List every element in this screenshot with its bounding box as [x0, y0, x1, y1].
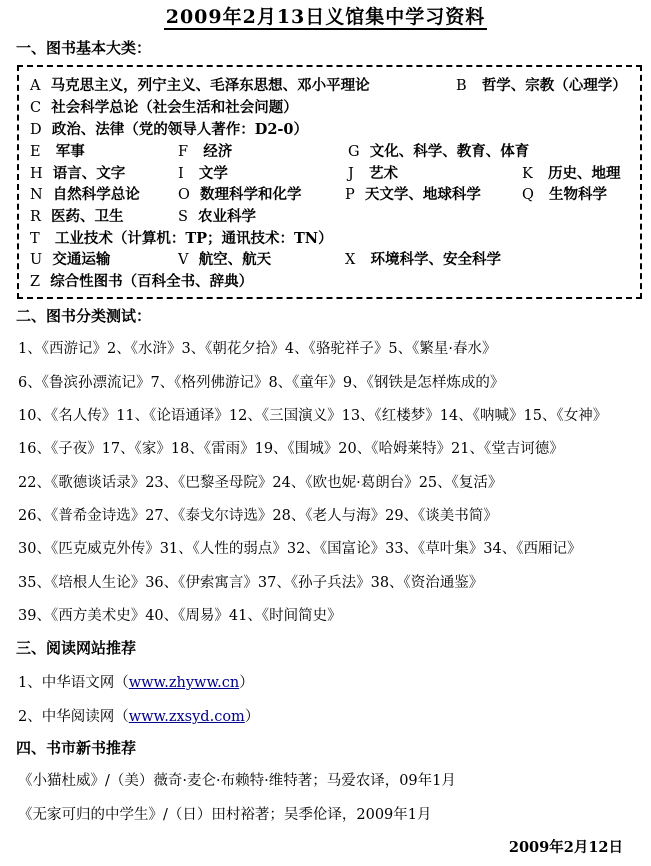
category-F: F 经济 — [178, 143, 233, 160]
site-2: 2、中华阅读网（www.zxsyd.com） — [18, 709, 260, 725]
category-N: N 自然科学总论 — [30, 186, 140, 203]
category-S: S 农业科学 — [178, 208, 257, 225]
category-T: T 工业技术（计算机：TP；通讯技术：TN） — [30, 230, 333, 247]
book-2: 《无家可归的中学生》/（日）田村裕著；吴季伦译，2009年1月 — [18, 807, 432, 823]
section-2-heading: 二、图书分类测试： — [16, 307, 152, 325]
category-R: R 医药、卫生 — [30, 208, 124, 225]
category-C: C 社会科学总论（社会生活和社会问题） — [30, 99, 298, 116]
test-line-7: 30、《匹克威克外传》31、《人性的弱点》32、《国富论》33、《草叶集》34、《西厢记》 — [18, 541, 582, 557]
test-line-5: 22、《歌德谈话录》23、《巴黎圣母院》24、《欧也妮·葛朗台》25、《复活》 — [18, 475, 503, 491]
test-line-6: 26、《普希金诗选》27、《泰戈尔诗选》28、《老人与海》29、《谈美书简》 — [18, 508, 498, 524]
category-I: I 文学 — [178, 165, 228, 182]
test-line-4: 16、《子夜》17、《家》18、《雷雨》19、《围城》20、《哈姆莱特》21、《堂吉诃德》 — [18, 441, 564, 457]
test-line-3: 10、《名人传》11、《论语通译》12、《三国演义》13、《红楼梦》14、《呐喊》15、《女神》 — [18, 408, 608, 424]
category-O: O 数理科学和化学 — [178, 186, 302, 203]
category-Z: Z 综合性图书（百科全书、辞典） — [30, 273, 254, 290]
site-2-link[interactable]: www.zxsyd.com — [128, 709, 245, 725]
category-K: K 历史、地理 — [522, 165, 621, 182]
test-line-9: 39、《西方美术史》40、《周易》41、《时间简史》 — [18, 608, 342, 624]
site-1-link[interactable]: www.zhyww.cn — [128, 675, 240, 691]
test-line-2: 6、《鲁滨孙漂流记》7、《格列佛游记》8、《童年》9、《钢铁是怎样炼成的》 — [18, 375, 505, 391]
category-G: G 文化、科学、教育、体育 — [348, 143, 530, 160]
category-E: E 军事 — [30, 143, 85, 160]
category-H: H 语言、文字 — [30, 165, 126, 182]
category-P: P 天文学、地球科学 — [345, 186, 481, 203]
section-4-heading: 四、书市新书推荐 — [16, 739, 137, 757]
section-3-heading: 三、阅读网站推荐 — [16, 639, 137, 657]
footer-date: 2009年2月12日 — [508, 839, 623, 856]
category-Q: Q 生物科学 — [522, 186, 608, 203]
category-U: U 交通运输 — [30, 251, 111, 268]
category-J: J 艺术 — [348, 165, 398, 182]
test-line-1: 1、《西游记》2、《水浒》3、《朝花夕拾》4、《骆驼祥子》5、《繁星·春水》 — [18, 341, 497, 357]
category-D: D 政治、法律（党的领导人著作：D2-0） — [30, 121, 309, 138]
book-1: 《小猫杜威》/（美）薇奇·麦仑·布赖特·维特著；马爱农译，09年1月 — [18, 773, 456, 789]
category-B: B 哲学、宗教（心理学） — [456, 77, 627, 94]
section-1-heading: 一、图书基本大类： — [16, 39, 152, 57]
test-line-8: 35、《培根人生论》36、《伊索寓言》37、《孙子兵法》38、《资治通鉴》 — [18, 575, 484, 591]
category-X: X 环境科学、安全科学 — [345, 251, 501, 268]
category-A: A 马克思主义，列宁主义、毛泽东思想、邓小平理论 — [30, 77, 370, 94]
site-1: 1、中华语文网（www.zhyww.cn） — [18, 675, 254, 691]
category-V: V 航空、航天 — [178, 251, 272, 268]
page-title: 2009年2月13日义馆集中学习资料 — [165, 6, 486, 28]
